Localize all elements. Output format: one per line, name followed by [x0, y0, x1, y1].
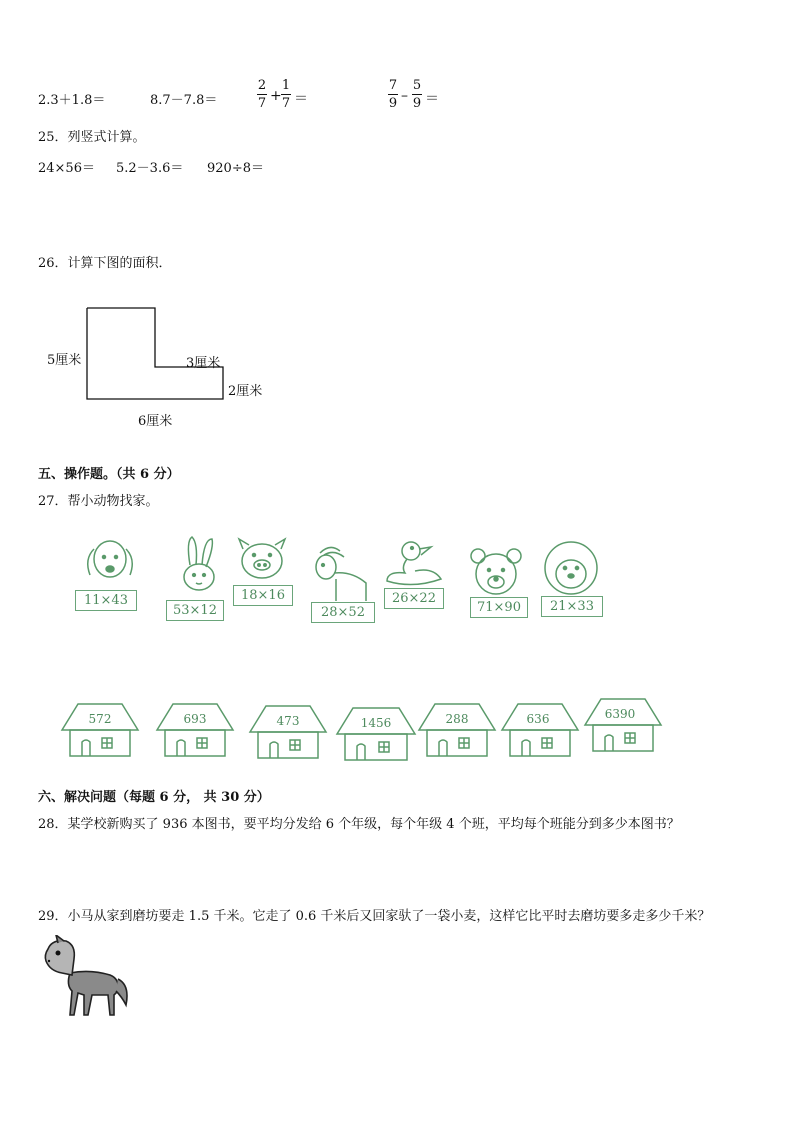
bear-icon [468, 546, 524, 598]
bottom-side-label: 6厘米 [138, 414, 173, 429]
duck-icon [383, 537, 445, 589]
pig-expression-tag[interactable]: 18×16 [233, 585, 293, 606]
vertical-calc-item-3: 920÷8＝ [207, 161, 264, 176]
vertical-calc-item-1: 24×56＝ [38, 161, 95, 176]
q28-text: 28．某学校新购买了 936 本图书，要平均分发给 6 个年级，每个年级 4 个班，平均每个班能分到多少本图书？ [38, 817, 680, 832]
horse-icon [40, 935, 132, 1021]
denominator: 7 [281, 96, 291, 111]
step-side-label: 3厘米 [186, 356, 221, 371]
house-number: 636 [526, 712, 550, 726]
pig-icon [233, 535, 291, 585]
dog-icon [78, 535, 142, 590]
q25-title: 25．列竖式计算。 [38, 130, 146, 145]
goat-icon [306, 543, 374, 603]
fraction-a [388, 78, 398, 111]
monkey-expression-tag[interactable]: 21×33 [541, 596, 603, 617]
goat-expression-tag[interactable]: 28×52 [311, 602, 375, 623]
calc-item-1: 2.3＋1.8＝ [38, 93, 106, 108]
house-icon[interactable] [60, 700, 140, 760]
duck-expression-tag[interactable]: 26×22 [384, 588, 444, 609]
fraction-b [412, 78, 422, 111]
q29-text: 29．小马从家到磨坊要走 1.5 千米。它走了 0.6 千米后又回家驮了一袋小麦，这样它比平时去磨坊要多走多少千米？ [38, 909, 711, 924]
calc-item-2: 8.7－7.8＝ [150, 93, 218, 108]
operator: + [270, 88, 282, 104]
house-icon[interactable] [248, 702, 328, 762]
denominator: 9 [412, 96, 422, 111]
bear-expression-tag[interactable]: 71×90 [470, 597, 528, 618]
operator: – [401, 88, 408, 104]
house-icon[interactable] [417, 700, 497, 760]
rabbit-icon [170, 535, 228, 600]
vertical-calc-item-2: 5.2－3.6＝ [116, 161, 184, 176]
house-number: 572 [88, 712, 112, 726]
right-side-label: 2厘米 [228, 384, 263, 399]
house-number: 1456 [360, 716, 392, 730]
numerator: 2 [257, 78, 267, 93]
section-6-title: 六、解决问题（每题 6 分， 共 30 分） [38, 790, 270, 805]
denominator: 7 [257, 96, 267, 111]
left-side-label: 5厘米 [47, 353, 82, 368]
numerator: 7 [388, 78, 398, 93]
q26-title: 26．计算下图的面积． [38, 256, 172, 271]
house-number: 6390 [604, 707, 636, 721]
equals-sign: ＝ [425, 91, 439, 107]
fraction-b [281, 78, 291, 111]
equals-sign: ＝ [294, 91, 308, 107]
section-5-title: 五、操作题。（共 6 分） [38, 467, 180, 482]
numerator: 5 [412, 78, 422, 93]
monkey-icon [538, 540, 604, 598]
house-number: 693 [183, 712, 207, 726]
house-icon[interactable] [500, 700, 580, 760]
denominator: 9 [388, 96, 398, 111]
numerator: 1 [281, 78, 291, 93]
house-number: 473 [276, 714, 300, 728]
house-number: 288 [445, 712, 469, 726]
rabbit-expression-tag[interactable]: 53×12 [166, 600, 224, 621]
house-icon[interactable] [155, 700, 235, 760]
dog-expression-tag[interactable]: 11×43 [75, 590, 137, 611]
house-icon[interactable] [335, 704, 417, 764]
house-icon[interactable] [583, 695, 663, 755]
q27-title: 27．帮小动物找家。 [38, 494, 159, 509]
fraction-a [257, 78, 267, 111]
